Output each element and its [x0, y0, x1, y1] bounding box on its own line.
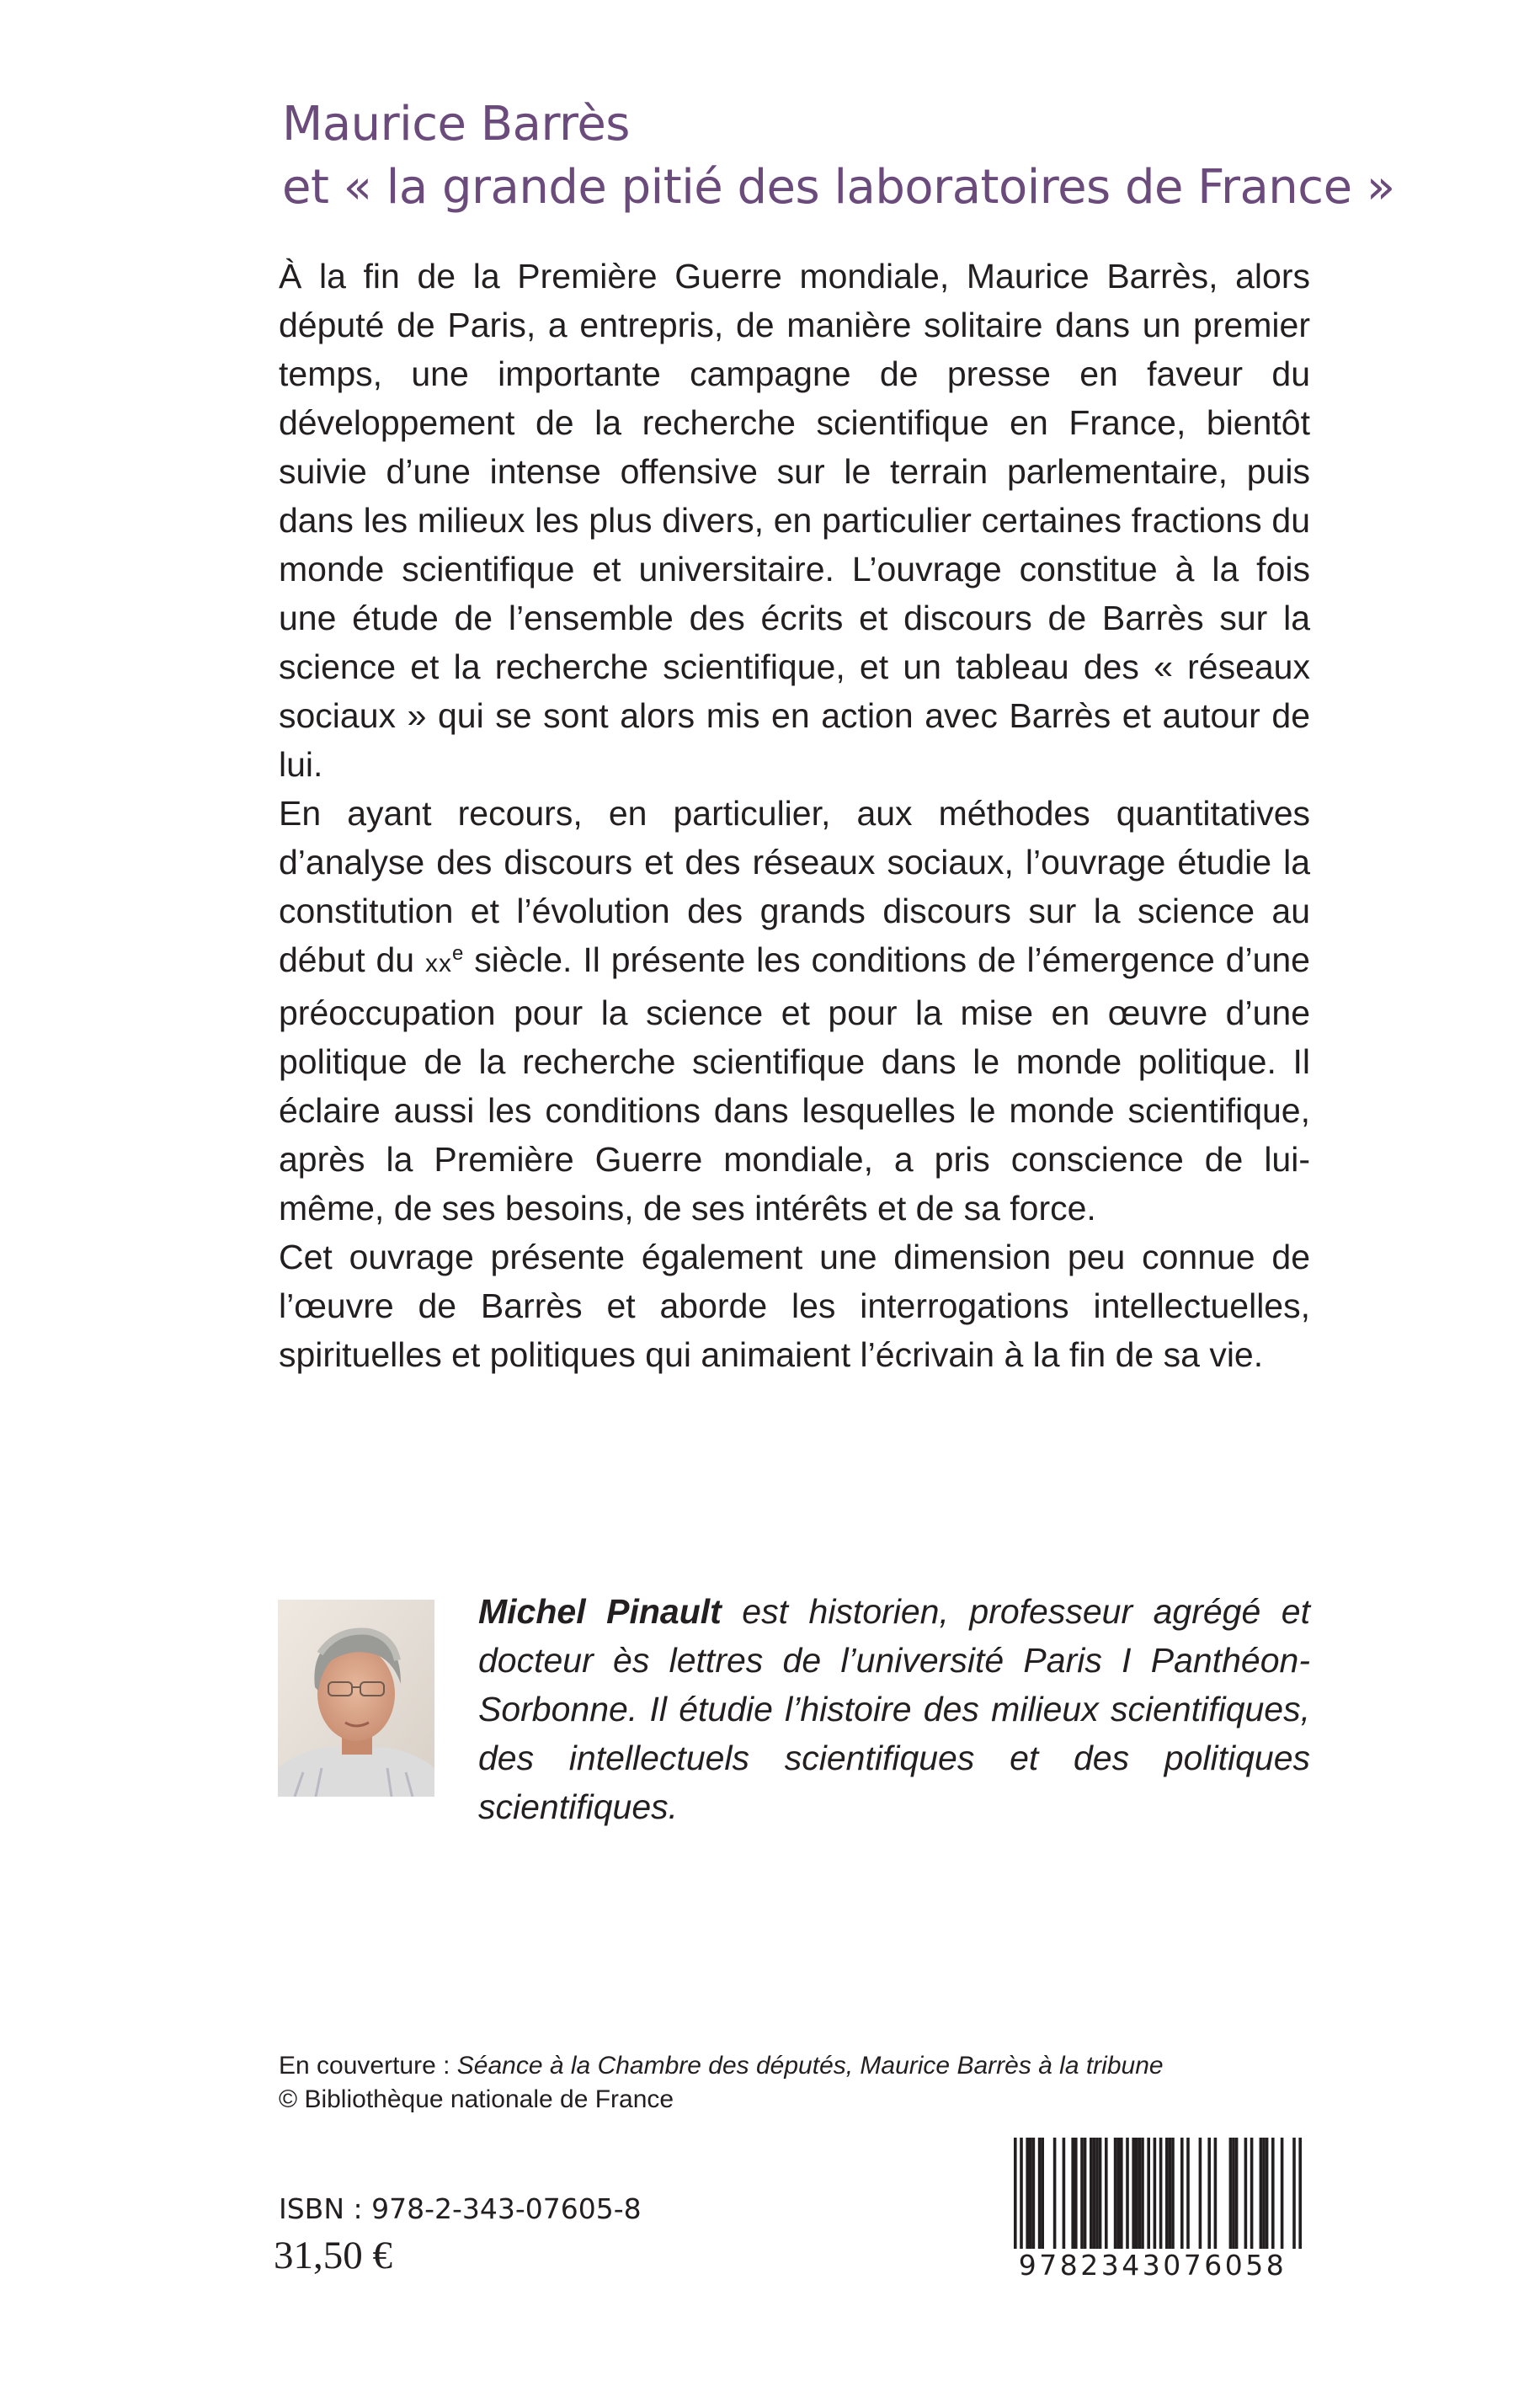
cover-copyright: © Bibliothèque nationale de France: [279, 2085, 674, 2113]
barcode-bar: [1071, 2138, 1074, 2249]
barcode-bar: [1266, 2138, 1269, 2249]
barcode-bar: [1141, 2138, 1144, 2249]
barcode-bar: [1135, 2138, 1138, 2249]
barcode-bar: [1029, 2138, 1032, 2249]
title-line-1: Maurice Barrès: [282, 97, 630, 152]
barcode-bar: [1126, 2138, 1129, 2249]
barcode-bar: [1298, 2138, 1302, 2264]
barcode-bar: [1165, 2138, 1169, 2249]
barcode-bar: [1232, 2138, 1235, 2249]
barcode-bar: [1020, 2138, 1023, 2264]
barcode-bar: [1138, 2138, 1142, 2249]
barcode-bar: [1250, 2138, 1254, 2249]
barcode-bar: [1171, 2138, 1175, 2249]
barcode-bar: [1014, 2138, 1017, 2264]
barcode-bar: [1132, 2138, 1135, 2249]
barcode-bar: [1271, 2138, 1275, 2249]
barcode-bar: [1180, 2138, 1184, 2249]
barcode-bar: [1063, 2138, 1066, 2249]
barcode-bar: [1093, 2138, 1096, 2249]
century-numeral: xx: [424, 950, 452, 977]
barcode-bar: [1262, 2138, 1266, 2249]
barcode-bar: [1026, 2138, 1029, 2249]
author-bio-text: est historien, professeur agrégé et docteur ès lettres de l’université Paris I Panthéon-Sorbonne. Il étudie l’histoire des milieux scientifiques, des intellectuels scientifiques et des politiques scientifiques.: [478, 1592, 1310, 1826]
barcode-bar: [1154, 2138, 1157, 2264]
barcode-bar: [1186, 2138, 1190, 2249]
isbn: ISBN : 978-2-343-07605-8: [279, 2192, 642, 2225]
summary-paragraph-1: À la fin de la Première Guerre mondiale, Maurice Barrès, alors député de Paris, a entrepris, de manière solitaire dans un premier temps, une importante campagne de presse en faveur du développement de la recherche scientifique en France, bientôt suivie d’une intense offensive sur le terrain parlementaire, puis dans les milieux les plus divers, en particulier certaines fractions du monde scientifique et universitaire. L’ouvrage constitue à la fois une étude de l’ensemble des écrits et discours de Barrès sur la science et la recherche scientifique, et un tableau des « réseaux sociaux » qui se sont alors mis en action avec Barrès et autour de lui.: [279, 257, 1310, 784]
barcode-bar: [1214, 2138, 1218, 2249]
price: 31,50 €: [274, 2234, 392, 2277]
barcode-bar: [1114, 2138, 1117, 2249]
barcode-bar: [1207, 2138, 1211, 2249]
barcode-bar: [1080, 2138, 1084, 2249]
summary-paragraph-2: [279, 789, 1310, 1233]
back-cover-summary: [279, 252, 1310, 1379]
barcode-bar: [1099, 2138, 1102, 2249]
cover-credit-caption: Séance à la Chambre des députés, Maurice Barrès à la tribune: [456, 2052, 1164, 2080]
barcode-bar: [1244, 2138, 1248, 2249]
barcode-bar: [1074, 2138, 1078, 2249]
barcode-bar: [1235, 2138, 1239, 2249]
barcode-bar: [1260, 2138, 1263, 2249]
barcode-bar: [1032, 2138, 1036, 2249]
barcode-bar: [1041, 2138, 1044, 2249]
barcode-bar: [1053, 2138, 1057, 2249]
barcode-bar: [1105, 2138, 1108, 2249]
cover-credit: [279, 2049, 1310, 2117]
barcode-bar: [1038, 2138, 1042, 2249]
barcode-bar: [1116, 2138, 1120, 2249]
barcode-bar: [1120, 2138, 1123, 2249]
book-title: [282, 93, 1395, 219]
barcode: [992, 2138, 1314, 2289]
title-line-2: et « la grande pitié des laboratoires de France »: [282, 160, 1395, 215]
century-superscript: e: [451, 942, 464, 965]
summary-paragraph-3: Cet ouvrage présente également une dimension peu connue de l’œuvre de Barrès et aborde les interrogations intellectuelles, spirituelles et politiques qui animaient l’écrivain à la fin de sa vie.: [279, 1238, 1310, 1374]
barcode-digits: 9782343076058: [992, 2249, 1314, 2282]
barcode-bar: [1084, 2138, 1087, 2249]
barcode-bar: [1229, 2138, 1233, 2249]
author-photo: [278, 1600, 434, 1797]
barcode-bar: [1095, 2138, 1099, 2249]
summary-paragraph-2-end: siècle. Il présente les conditions de l’émergence d’une préoccupation pour la science et pour la mise en œuvre d’une politique de la recherche scientifique dans le monde politique. Il éclaire aussi les conditions dans lesquelles le monde scientifique, après la Première Guerre mondiale, a pris conscience de lui-même, de ses besoins, de ses intérêts et de sa force.: [279, 940, 1310, 1228]
summary-paragraph-2-start: En ayant recours, en particulier, aux méthodes quantitatives d’analyse des discours et des réseaux sociaux, l’ouvrage étudie la constitution et l’évolution des grands discours sur la science au début du: [279, 794, 1310, 979]
barcode-bar: [1159, 2138, 1163, 2264]
barcode-bar: [1147, 2138, 1150, 2249]
cover-credit-prefix: En couverture :: [279, 2052, 457, 2080]
author-bio: [478, 1587, 1310, 1831]
barcode-bar: [1090, 2138, 1093, 2249]
barcode-bar: [1292, 2138, 1296, 2264]
barcode-bar: [1281, 2138, 1284, 2249]
author-name: Michel Pinault: [478, 1592, 722, 1631]
barcode-bar: [1169, 2138, 1172, 2249]
barcode-bar: [1199, 2138, 1202, 2249]
